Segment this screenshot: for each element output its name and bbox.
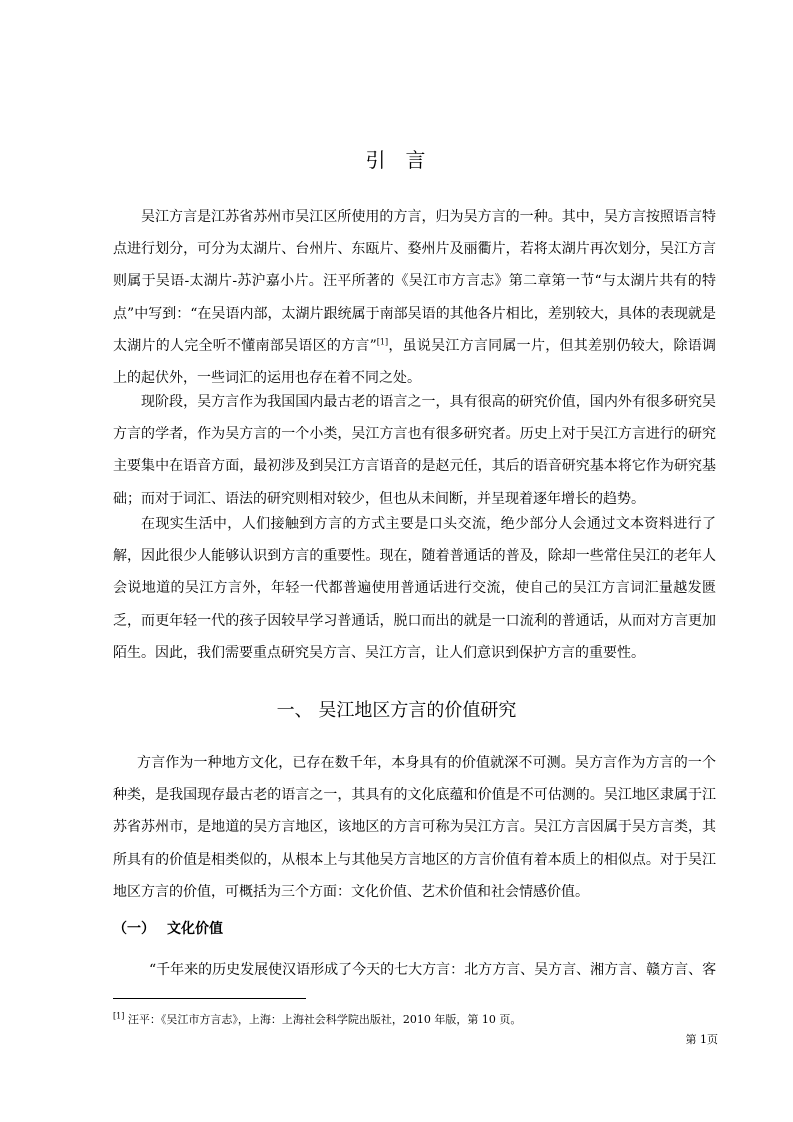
intro-paragraph-1 bbox=[113, 201, 716, 394]
citation-ref: [1] bbox=[376, 337, 389, 347]
page-number: 第 1页 bbox=[685, 1033, 718, 1046]
section-heading: 一、 吴江地区方言的价值研究 bbox=[276, 700, 517, 721]
intro-paragraph-1-text: 吴江方言是江苏省苏州市吴江区所使用的方言，归为吴方言的一种。其中，吴方言按照语言特点进行划分，可分为太湖片、台州片、东瓯片、婺州片及丽衢片，若将太湖片再次划分，吴江方言则属于吴语-太湖片-苏沪嘉小片。汪平所著的《吴江市方言志》第二章第一节“与太湖片共有的特点”中写到：“在吴语内部，太湖片跟统属于南部吴语的其他各片相比，差别较大，具体的表现就是太湖片的人完全听不懂南部吴语区的方言” bbox=[113, 209, 716, 354]
title-char-2: 言 bbox=[405, 148, 428, 172]
subsection-title: 文化价值 bbox=[167, 921, 223, 937]
intro-paragraph-3: 在现实生活中，人们接触到方言的方式主要是口头交流，绝少部分人会通过文本资料进行了解，因此很少人能够认识到方言的重要性。现在，随着普通话的普及，除却一些常住吴江的老年人会说地道的吴江方言外，年轻一代都普遍使用普通话进行交流，使自己的吴江方言词汇量越发匮乏，而更年轻一代的孩子因较早学习普通话，脱口而出的就是一口流利的普通话，从而对方言更加陌生。因此，我们需要重点研究吴方言、吴江方言，让人们意识到保护方言的重要性。 bbox=[113, 516, 716, 661]
title-char-1: 引 bbox=[365, 148, 388, 172]
footnote-ref: [1] bbox=[113, 1011, 125, 1021]
subsection-heading bbox=[113, 918, 223, 938]
footnote-divider bbox=[113, 998, 306, 999]
intro-paragraph-2: 现阶段，吴方言作为我国国内最古老的语言之一，具有很高的研究价值，国内外有很多研究吴方言的学者，作为吴方言的一个小类，吴江方言也有很多研究者。历史上对于吴江方言进行的研究主要集中在语音方面，最初涉及到吴江方言语音的是赵元任，其后的语音研究基本将它作为研究基础；而对于词汇、语法的研究则相对较少，但也从未间断，并呈现着逐年增长的趋势。 bbox=[113, 394, 716, 507]
footnote-text: 汪平：《吴江市方言志》，上海：上海社会科学院出版社，2010 年版，第 10 页。 bbox=[124, 1013, 522, 1026]
subsection-paragraph: “千年来的历史发展使汉语形成了今天的七大方言：北方方言、吴方言、湘方言、赣方言、客 bbox=[149, 962, 716, 978]
section-paragraph: 方言作为一种地方文化，已存在数千年，本身具有的价值就深不可测。吴方言作为方言的一个种类，是我国现存最古老的语言之一，其具有的文化底蕴和价值是不可估测的。吴江地区隶属于江苏省苏州市，是地道的吴方言地区，该地区的方言可称为吴江方言。吴江方言因属于吴方言类，其所具有的价值是相类似的，从根本上与其他吴方言地区的方言价值有着本质上的相似点。对于吴江地区方言的价值，可概括为三个方面：文化价值、艺术价值和社会情感价值。 bbox=[113, 755, 716, 900]
subsection-number: （一） bbox=[113, 921, 155, 937]
page-title bbox=[0, 144, 793, 173]
intro-paragraph-1-tail: ，虽说吴江方言同属一片，但其差别仍较大，除语调上的起伏外，一些词汇的运用也存在着不同之处。 bbox=[113, 337, 717, 387]
footnote bbox=[113, 1011, 521, 1027]
